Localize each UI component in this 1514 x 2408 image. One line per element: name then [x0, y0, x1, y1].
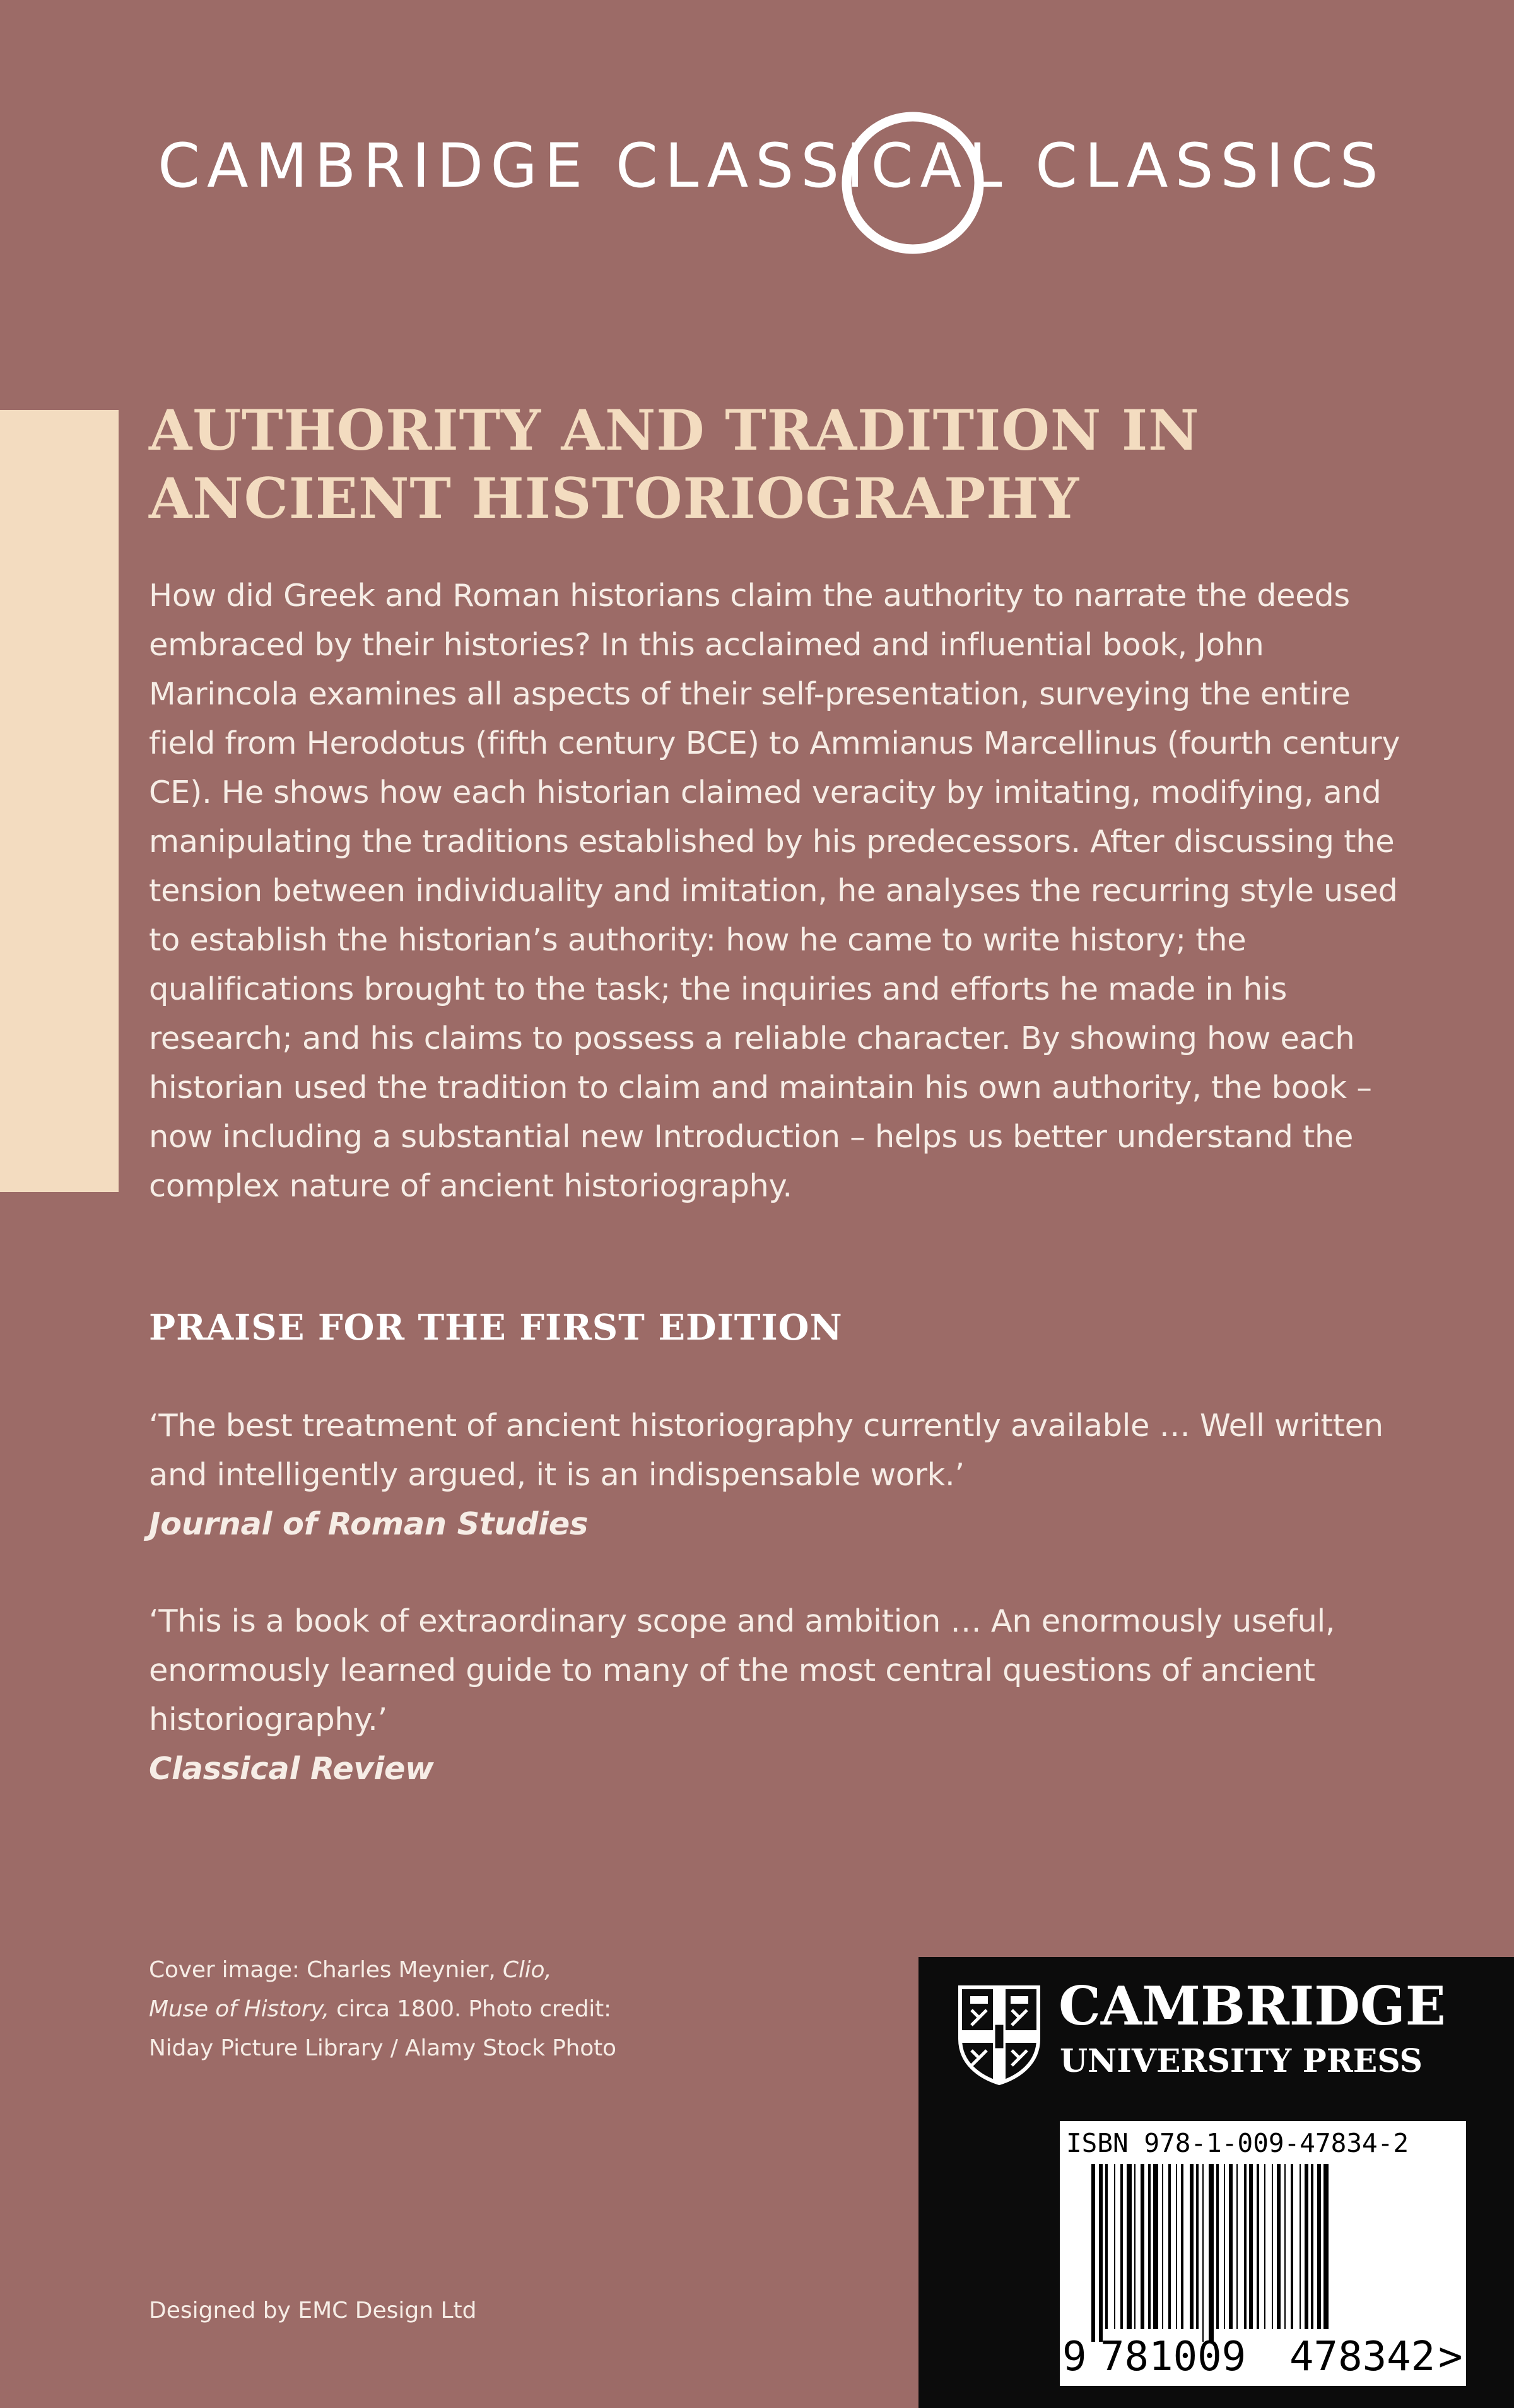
barcode-bar: [1120, 2164, 1123, 2329]
barcode-bar: [1317, 2164, 1321, 2329]
praise-heading: PRAISE FOR THE FIRST EDITION: [149, 1307, 843, 1348]
designer-credit: Designed by EMC Design Ltd: [149, 2298, 477, 2323]
barcode-bar: [1181, 2164, 1183, 2329]
barcode-bar: [1249, 2164, 1253, 2329]
barcode-bar: [1257, 2164, 1259, 2329]
barcode-bar: [1196, 2164, 1199, 2329]
barcode-bar: [1311, 2164, 1313, 2329]
barcode-bar: [1244, 2164, 1247, 2329]
barcode-bar: [1264, 2164, 1265, 2329]
series-header: [158, 107, 1451, 259]
barcode-bar: [1224, 2164, 1225, 2329]
cambridge-crest-icon: [958, 1985, 1041, 2086]
barcode-bar: [1190, 2164, 1194, 2329]
barcode-quiet-zone-mark: >: [1438, 2334, 1463, 2380]
barcode-bar: [1229, 2164, 1233, 2329]
barcode-bar: [1216, 2164, 1219, 2329]
cover-credit-work-2: Muse of History,: [149, 1996, 329, 2022]
barcode-bar: [1305, 2164, 1308, 2329]
review-quote-source: Journal of Roman Studies: [149, 1505, 589, 1542]
barcode-digit-first: 9: [1062, 2334, 1087, 2380]
barcode-bar: [1141, 2164, 1144, 2329]
barcode-bar: [1277, 2164, 1281, 2329]
isbn-label: ISBN 978-1-009-47834-2: [1066, 2128, 1409, 2158]
publisher-subname: UNIVERSITY PRESS: [1060, 2042, 1423, 2079]
cover-credit-prefix: Cover image: Charles Meynier,: [149, 1957, 496, 1983]
cover-credit-line-3: Niday Picture Library / Alamy Stock Photo: [149, 2035, 616, 2061]
barcode-bar: [1127, 2164, 1132, 2329]
barcode-bar: [1323, 2164, 1329, 2329]
cover-credit-line-2: [149, 1990, 906, 2029]
accent-bar: [0, 410, 119, 1192]
barcode-bar: [1114, 2164, 1115, 2329]
barcode-bar: [1105, 2164, 1108, 2329]
barcode-bar: [1162, 2164, 1163, 2329]
barcode-bar: [1236, 2164, 1238, 2329]
cover-credit-suffix: circa 1800. Photo credit:: [336, 1996, 611, 2022]
barcode-bar: [1091, 2164, 1095, 2342]
review-quote-text: ‘This is a book of extraordinary scope and ambition … An enormously useful, enormously learned guide to many of the most central questions of ancient historiography.’: [149, 1603, 1335, 1738]
isbn-barcode: [1060, 2121, 1466, 2386]
publisher-name: CAMBRIDGE: [1059, 1975, 1446, 2037]
cover-credit: [149, 1951, 906, 2068]
cover-credit-line-1: [149, 1951, 906, 1990]
barcode-bar: [1148, 2164, 1151, 2329]
barcode-digits-left: 781009: [1100, 2334, 1247, 2380]
series-title: CAMBRIDGE CLASSICAL CLASSICS: [158, 131, 1385, 201]
barcode-bar: [1134, 2164, 1136, 2329]
review-quote-source: Classical Review: [149, 1750, 434, 1787]
barcode-bar: [1168, 2164, 1171, 2329]
barcode-bar: [1153, 2164, 1158, 2329]
barcode-bar: [1291, 2164, 1293, 2329]
barcode-bar: [1099, 2164, 1103, 2342]
publisher-block: [918, 1957, 1514, 2408]
barcode-bar: [1176, 2164, 1177, 2329]
barcode-bar: [1202, 2164, 1204, 2342]
book-blurb: How did Greek and Roman historians claim the authority to narrate the deeds embraced by their histories? In this acclaimed and influential book, John Marincola examines all aspects of their self-presentation, surveying the entire field from Herodotus (fifth century BCE) to Ammianus Marcellinus (fourth century CE). He shows how each historian claimed veracity by imitating, modifying, and manipulating the traditions established by his predecessors. After discussing the tension between individuality and imitation, he analyses the recurring style used to establish the historian’s authority: how he came to write history; the qualifications brought to the task; the inquiries and efforts he made in his research; and his claims to possess a reliable character. By showing how each historian used the tradition to claim and maintain his own authority, the book – now including a substantial new Introduction – helps us better understand the complex nature of ancient historiography.: [149, 577, 1400, 1204]
barcode-bar: [1272, 2164, 1273, 2329]
book-title: AUTHORITY AND TRADITION IN ANCIENT HISTORIOGRAPHY: [149, 397, 1200, 531]
barcode-bar: [1300, 2164, 1301, 2329]
review-quote: [149, 1596, 1423, 1793]
cover-credit-work: Clio,: [502, 1957, 552, 1983]
barcode-bar: [1284, 2164, 1286, 2329]
review-quote: [149, 1401, 1423, 1548]
barcode-bar: [1209, 2164, 1214, 2342]
review-quote-text: ‘The best treatment of ancient historiography currently available … Well written and intelligently argued, it is an indispensable work.’: [149, 1407, 1383, 1493]
barcode-digits-right: 478342: [1289, 2334, 1436, 2380]
